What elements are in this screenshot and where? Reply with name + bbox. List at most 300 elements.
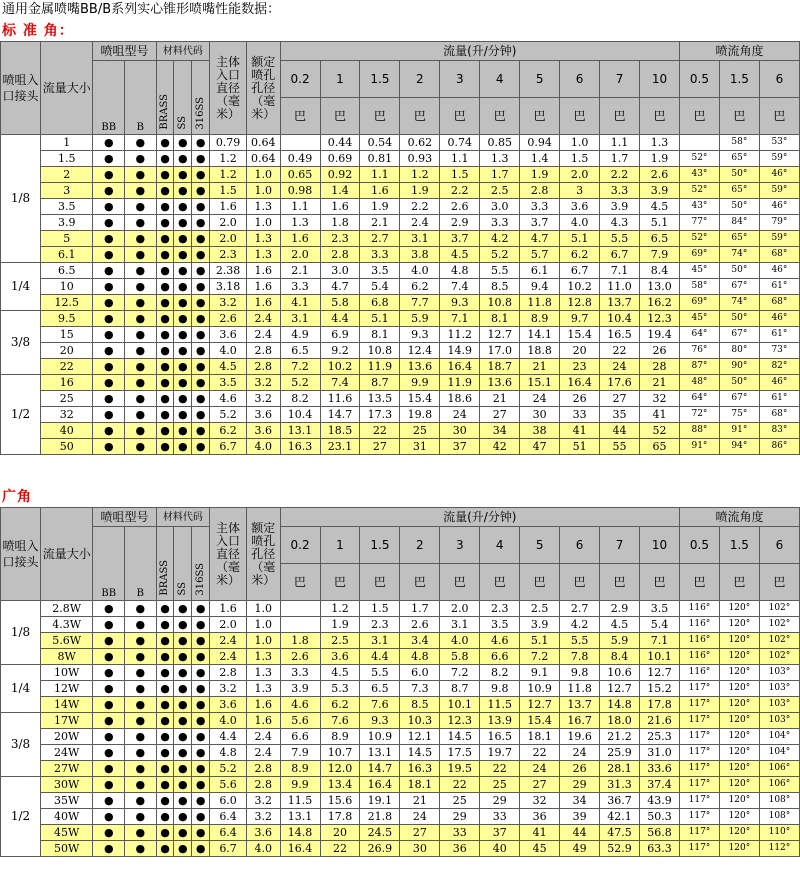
availability-dot: ● <box>125 311 157 327</box>
flow-value: 45 <box>520 841 560 857</box>
flow-value: 1.8 <box>280 633 320 649</box>
flow-value: 28.1 <box>600 761 640 777</box>
flow-value: 0.65 <box>280 167 320 183</box>
angle-value: 59° <box>759 231 799 247</box>
flow-value: 0.94 <box>520 135 560 151</box>
flow-value: 55 <box>600 439 640 455</box>
flow-value: 31 <box>400 439 440 455</box>
flow-value: 3.4 <box>400 633 440 649</box>
inlet-diameter: 0.79 <box>210 135 247 151</box>
flow-value: 63.3 <box>640 841 680 857</box>
flow-value: 1.3 <box>640 135 680 151</box>
availability-dot: ● <box>93 343 125 359</box>
flow-value: 37.4 <box>640 777 680 793</box>
angle-value: 67° <box>719 391 759 407</box>
angle-value: 108° <box>759 809 799 825</box>
availability-dot: ● <box>125 793 157 809</box>
orifice-diameter: 1.6 <box>246 279 280 295</box>
flow-value: 5.4 <box>360 279 400 295</box>
inlet-diameter: 4.0 <box>210 713 247 729</box>
availability-dot: ● <box>174 359 192 375</box>
flow-value: 19.7 <box>480 745 520 761</box>
availability-dot: ● <box>156 681 174 697</box>
table-row <box>1 311 800 327</box>
table-row <box>1 279 800 295</box>
availability-dot: ● <box>174 649 192 665</box>
flow-value: 52.9 <box>600 841 640 857</box>
flow-value: 16.2 <box>640 295 680 311</box>
connection-size: 1/2 <box>1 375 41 455</box>
flow-size: 14W <box>40 697 93 713</box>
flow-value: 18.5 <box>320 423 360 439</box>
connection-size: 1/8 <box>1 601 41 665</box>
inlet-diameter: 6.4 <box>210 809 247 825</box>
availability-dot: ● <box>192 375 210 391</box>
flow-value: 3.0 <box>480 199 520 215</box>
flow-value: 8.4 <box>640 263 680 279</box>
flow-value: 15.4 <box>560 327 600 343</box>
availability-dot: ● <box>93 247 125 263</box>
table-row <box>1 343 800 359</box>
table-row <box>1 745 800 761</box>
angle-value: 46° <box>759 199 799 215</box>
angle-value: 76° <box>680 343 720 359</box>
orifice-diameter: 1.6 <box>246 263 280 279</box>
pressure-unit: 巴 <box>280 564 320 601</box>
inlet-diameter: 5.2 <box>210 761 247 777</box>
flow-value: 1.6 <box>280 231 320 247</box>
flow-value: 11.5 <box>280 793 320 809</box>
flow-value: 15.4 <box>520 713 560 729</box>
flow-value: 2.1 <box>280 263 320 279</box>
angle-value: 67° <box>719 327 759 343</box>
angle-value: 103° <box>759 713 799 729</box>
availability-dot: ● <box>174 263 192 279</box>
flow-value: 2.9 <box>600 601 640 617</box>
flow-value: 6.1 <box>520 263 560 279</box>
angle-value: 58° <box>719 135 759 151</box>
availability-dot: ● <box>192 729 210 745</box>
flow-value: 1.9 <box>320 617 360 633</box>
availability-dot: ● <box>174 825 192 841</box>
flow-value: 8.9 <box>520 311 560 327</box>
flow-pressure: 7 <box>600 61 640 98</box>
flow-value: 7.4 <box>320 375 360 391</box>
availability-dot: ● <box>156 135 174 151</box>
flow-value: 24 <box>560 745 600 761</box>
flow-value: 7.8 <box>560 649 600 665</box>
flow-value: 3.9 <box>600 199 640 215</box>
orifice-diameter: 1.6 <box>246 697 280 713</box>
angle-value: 120° <box>719 761 759 777</box>
flow-pressure: 5 <box>520 527 560 564</box>
flow-value: 25 <box>480 777 520 793</box>
orifice-diameter: 2.4 <box>246 745 280 761</box>
inlet-diameter: 6.4 <box>210 825 247 841</box>
flow-value: 3.3 <box>480 215 520 231</box>
inlet-diameter: 2.4 <box>210 649 247 665</box>
flow-value: 15.1 <box>520 375 560 391</box>
flow-value: 16.4 <box>360 777 400 793</box>
pressure-unit: 巴 <box>440 98 480 135</box>
inlet-diameter: 6.2 <box>210 423 247 439</box>
flow-value: 7.6 <box>360 697 400 713</box>
angle-value: 59° <box>759 183 799 199</box>
flow-value: 24 <box>440 407 480 423</box>
flow-value: 0.44 <box>320 135 360 151</box>
flow-value: 19.6 <box>560 729 600 745</box>
section-title-standard: 标 准 角： <box>2 23 74 39</box>
availability-dot: ● <box>174 423 192 439</box>
flow-value: 0.62 <box>400 135 440 151</box>
flow-value: 9.8 <box>560 665 600 681</box>
pressure-unit: 巴 <box>600 98 640 135</box>
flow-value: 2.5 <box>480 183 520 199</box>
angle-value: 80° <box>719 343 759 359</box>
pressure-unit: 巴 <box>480 564 520 601</box>
flow-value: 2.8 <box>520 183 560 199</box>
angle-value: 103° <box>759 697 799 713</box>
flow-value: 16.4 <box>560 375 600 391</box>
flow-value: 4.2 <box>480 231 520 247</box>
flow-value: 2.6 <box>640 167 680 183</box>
availability-dot: ● <box>93 167 125 183</box>
table-row <box>1 841 800 857</box>
flow-value: 1.9 <box>360 199 400 215</box>
header-connection: 喷咀入口接头 <box>1 508 41 601</box>
flow-value: 10.4 <box>280 407 320 423</box>
flow-value: 1.5 <box>440 167 480 183</box>
pressure-unit: 巴 <box>360 98 400 135</box>
table-row <box>1 697 800 713</box>
pressure-unit: 巴 <box>640 98 680 135</box>
flow-value: 37 <box>480 825 520 841</box>
angle-value: 52° <box>680 231 720 247</box>
flow-size: 20 <box>40 343 93 359</box>
angle-value: 79° <box>759 215 799 231</box>
availability-dot: ● <box>174 215 192 231</box>
flow-pressure: 0.2 <box>280 61 320 98</box>
availability-dot: ● <box>125 809 157 825</box>
flow-pressure: 0.2 <box>280 527 320 564</box>
angle-value: 77° <box>680 215 720 231</box>
angle-value: 117° <box>680 793 720 809</box>
angle-value: 72° <box>680 407 720 423</box>
connection-size: 1/4 <box>1 263 41 311</box>
angle-value: 67° <box>719 279 759 295</box>
flow-value: 42.1 <box>600 809 640 825</box>
flow-size: 50W <box>40 841 93 857</box>
flow-value: 14.8 <box>280 825 320 841</box>
flow-value: 23 <box>560 359 600 375</box>
availability-dot: ● <box>156 247 174 263</box>
flow-value: 12.4 <box>400 343 440 359</box>
flow-value: 11.9 <box>360 359 400 375</box>
flow-size: 3.9 <box>40 215 93 231</box>
flow-value: 9.3 <box>360 713 400 729</box>
angle-value: 64° <box>680 391 720 407</box>
availability-dot: ● <box>192 135 210 151</box>
orifice-diameter: 2.4 <box>246 311 280 327</box>
flow-value: 16.3 <box>400 761 440 777</box>
flow-value: 19.1 <box>360 793 400 809</box>
flow-value: 1.9 <box>400 183 440 199</box>
flow-value: 17.8 <box>320 809 360 825</box>
flow-value: 36.7 <box>600 793 640 809</box>
flow-value: 13.0 <box>640 279 680 295</box>
availability-dot: ● <box>192 601 210 617</box>
flow-size: 2.8W <box>40 601 93 617</box>
flow-value: 2.7 <box>560 601 600 617</box>
flow-value: 6.7 <box>600 247 640 263</box>
angle-value: 120° <box>719 601 759 617</box>
orifice-diameter: 4.0 <box>246 439 280 455</box>
angle-value: 120° <box>719 697 759 713</box>
flow-value: 6.2 <box>560 247 600 263</box>
flow-value: 8.1 <box>360 327 400 343</box>
angle-value: 69° <box>680 295 720 311</box>
flow-value: 6.5 <box>640 231 680 247</box>
flow-size: 12W <box>40 681 93 697</box>
flow-value: 36 <box>520 809 560 825</box>
flow-size: 3 <box>40 183 93 199</box>
availability-dot: ● <box>156 343 174 359</box>
availability-dot: ● <box>156 199 174 215</box>
flow-value: 3.0 <box>320 263 360 279</box>
availability-dot: ● <box>156 215 174 231</box>
availability-dot: ● <box>93 841 125 857</box>
flow-value: 35 <box>600 407 640 423</box>
flow-value: 5.5 <box>360 665 400 681</box>
flow-value: 28 <box>640 359 680 375</box>
flow-pressure: 10 <box>640 527 680 564</box>
flow-value: 25.9 <box>600 745 640 761</box>
flow-value: 9.3 <box>440 295 480 311</box>
flow-value: 5.4 <box>640 617 680 633</box>
availability-dot: ● <box>156 359 174 375</box>
flow-value: 1.9 <box>520 167 560 183</box>
flow-value: 39 <box>560 809 600 825</box>
flow-value: 18.7 <box>480 359 520 375</box>
flow-value: 5.1 <box>360 311 400 327</box>
orifice-diameter: 1.3 <box>246 231 280 247</box>
angle-value: 86° <box>759 439 799 455</box>
pressure-unit: 巴 <box>280 98 320 135</box>
pressure-unit: 巴 <box>440 564 480 601</box>
flow-value: 12.7 <box>600 681 640 697</box>
angle-pressure: 0.5 <box>680 527 720 564</box>
flow-value: 65 <box>640 439 680 455</box>
flow-value: 17.0 <box>480 343 520 359</box>
angle-value: 46° <box>759 311 799 327</box>
flow-value: 3.9 <box>520 617 560 633</box>
orifice-diameter: 1.3 <box>246 681 280 697</box>
flow-value: 5.3 <box>320 681 360 697</box>
orifice-diameter: 1.0 <box>246 617 280 633</box>
availability-dot: ● <box>93 391 125 407</box>
flow-pressure: 3 <box>440 527 480 564</box>
flow-value: 1.4 <box>520 151 560 167</box>
flow-value: 10.7 <box>320 745 360 761</box>
flow-value: 1.7 <box>480 167 520 183</box>
flow-value: 7.9 <box>280 745 320 761</box>
flow-size: 5.6W <box>40 633 93 649</box>
orifice-diameter: 3.2 <box>246 375 280 391</box>
flow-value: 2.2 <box>400 199 440 215</box>
availability-dot: ● <box>174 247 192 263</box>
header-model-b: B <box>125 527 157 601</box>
availability-dot: ● <box>125 327 157 343</box>
inlet-diameter: 3.18 <box>210 279 247 295</box>
availability-dot: ● <box>192 825 210 841</box>
flow-value: 7.1 <box>600 263 640 279</box>
table-row <box>1 167 800 183</box>
availability-dot: ● <box>174 135 192 151</box>
availability-dot: ● <box>93 713 125 729</box>
availability-dot: ● <box>93 617 125 633</box>
flow-value: 4.1 <box>280 295 320 311</box>
orifice-diameter: 3.2 <box>246 793 280 809</box>
flow-value: 11.6 <box>320 391 360 407</box>
table-row <box>1 439 800 455</box>
flow-value: 4.7 <box>520 231 560 247</box>
angle-value: 117° <box>680 729 720 745</box>
table-row <box>1 793 800 809</box>
availability-dot: ● <box>192 199 210 215</box>
availability-dot: ● <box>156 439 174 455</box>
availability-dot: ● <box>93 777 125 793</box>
flow-size: 4.3W <box>40 617 93 633</box>
pressure-unit: 巴 <box>480 98 520 135</box>
availability-dot: ● <box>174 311 192 327</box>
availability-dot: ● <box>174 343 192 359</box>
flow-value: 1.5 <box>360 601 400 617</box>
flow-value: 16.5 <box>600 327 640 343</box>
flow-value: 8.1 <box>480 311 520 327</box>
angle-value: 120° <box>719 825 759 841</box>
availability-dot: ● <box>156 809 174 825</box>
pressure-unit: 巴 <box>719 564 759 601</box>
header-flow: 流量(升/分钟) <box>280 42 679 61</box>
availability-dot: ● <box>125 697 157 713</box>
flow-value: 7.1 <box>640 633 680 649</box>
flow-value: 3.7 <box>520 215 560 231</box>
flow-value: 41 <box>640 407 680 423</box>
table-row <box>1 151 800 167</box>
flow-value: 33 <box>440 825 480 841</box>
pressure-unit: 巴 <box>719 98 759 135</box>
flow-value: 7.2 <box>440 665 480 681</box>
flow-size: 16 <box>40 375 93 391</box>
flow-value: 3.5 <box>640 601 680 617</box>
flow-value: 2.3 <box>480 601 520 617</box>
flow-pressure: 1 <box>320 61 360 98</box>
angle-value: 102° <box>759 617 799 633</box>
flow-size: 12.5 <box>40 295 93 311</box>
availability-dot: ● <box>93 183 125 199</box>
angle-value: 117° <box>680 825 720 841</box>
inlet-diameter: 2.0 <box>210 231 247 247</box>
header-orifice-diameter: 额定喷孔孔径（毫米） <box>246 508 280 601</box>
flow-value: 21 <box>480 391 520 407</box>
flow-value: 10.9 <box>360 729 400 745</box>
pressure-unit: 巴 <box>759 98 799 135</box>
flow-size: 1 <box>40 135 93 151</box>
flow-value: 24 <box>520 391 560 407</box>
availability-dot: ● <box>174 809 192 825</box>
availability-dot: ● <box>174 327 192 343</box>
angle-value: 45° <box>680 263 720 279</box>
flow-value: 14.5 <box>440 729 480 745</box>
flow-value: 4.0 <box>440 633 480 649</box>
availability-dot: ● <box>156 841 174 857</box>
angle-value: 116° <box>680 633 720 649</box>
header-mat-ss <box>174 61 192 135</box>
flow-value: 2.0 <box>560 167 600 183</box>
angle-value: 43° <box>680 167 720 183</box>
availability-dot: ● <box>93 649 125 665</box>
flow-value: 7.2 <box>520 649 560 665</box>
inlet-diameter: 2.0 <box>210 215 247 231</box>
pressure-unit: 巴 <box>680 98 720 135</box>
angle-value: 46° <box>759 263 799 279</box>
orifice-diameter: 1.0 <box>246 167 280 183</box>
flow-value: 27 <box>400 825 440 841</box>
flow-value: 2.1 <box>360 215 400 231</box>
flow-size: 27W <box>40 761 93 777</box>
flow-value: 18.8 <box>520 343 560 359</box>
connection-size: 3/8 <box>1 311 41 375</box>
angle-value: 50° <box>719 375 759 391</box>
inlet-diameter: 1.5 <box>210 183 247 199</box>
availability-dot: ● <box>156 825 174 841</box>
availability-dot: ● <box>174 183 192 199</box>
header-mat-ss-text: SS <box>177 116 189 130</box>
inlet-diameter: 6.0 <box>210 793 247 809</box>
availability-dot: ● <box>156 183 174 199</box>
availability-dot: ● <box>192 327 210 343</box>
angle-value: 43° <box>680 199 720 215</box>
flow-value: 4.5 <box>600 617 640 633</box>
flow-value: 33.6 <box>640 761 680 777</box>
flow-value <box>280 601 320 617</box>
flow-value: 12.8 <box>560 295 600 311</box>
availability-dot: ● <box>125 231 157 247</box>
flow-value: 4.5 <box>320 665 360 681</box>
orifice-diameter: 3.6 <box>246 407 280 423</box>
flow-size: 17W <box>40 713 93 729</box>
flow-value: 4.4 <box>360 649 400 665</box>
flow-value: 21.6 <box>640 713 680 729</box>
flow-value: 2.6 <box>280 649 320 665</box>
flow-value: 2.0 <box>440 601 480 617</box>
flow-value: 3.1 <box>280 311 320 327</box>
flow-value: 20 <box>560 343 600 359</box>
availability-dot: ● <box>125 167 157 183</box>
inlet-diameter: 1.6 <box>210 601 247 617</box>
angle-value: 68° <box>759 247 799 263</box>
flow-value: 2.0 <box>280 247 320 263</box>
flow-value: 2.6 <box>440 199 480 215</box>
inlet-diameter: 5.2 <box>210 407 247 423</box>
flow-pressure: 6 <box>560 61 600 98</box>
availability-dot: ● <box>192 745 210 761</box>
flow-value: 10.2 <box>560 279 600 295</box>
flow-value: 6.8 <box>360 295 400 311</box>
flow-value: 3.1 <box>360 633 400 649</box>
availability-dot: ● <box>174 375 192 391</box>
flow-value: 0.81 <box>360 151 400 167</box>
